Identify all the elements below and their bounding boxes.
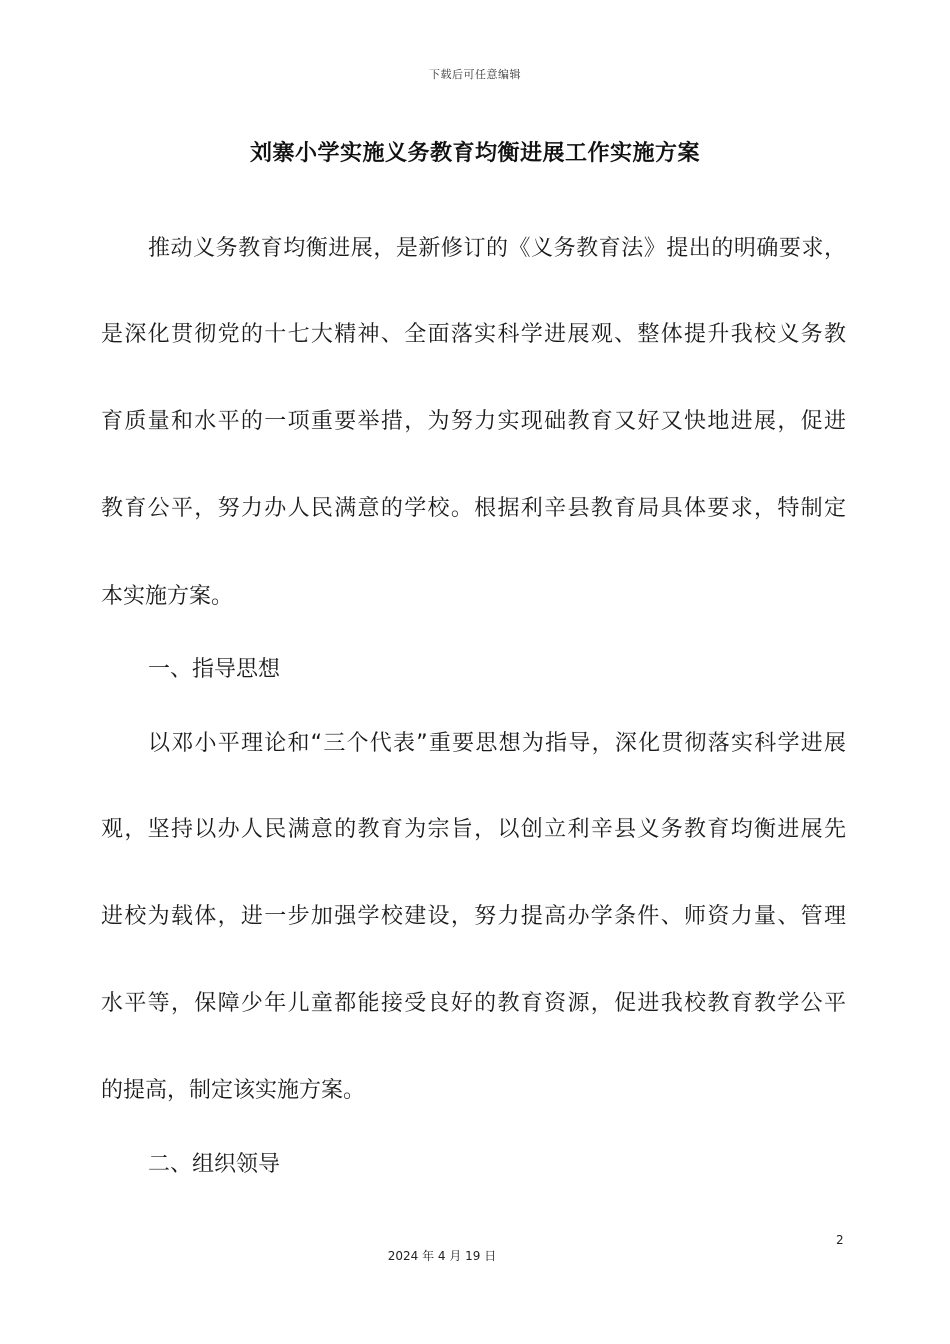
section-heading-guiding-ideology: 一、指导思想 — [148, 657, 281, 682]
paragraph-line: 观，坚持以办人民满意的教育为宗旨，以创立利辛县义务教育均衡进展先 — [101, 817, 846, 842]
header-note: 下载后可任意编辑 — [429, 68, 521, 81]
footer-date: 2024 年 4 月 19 日 — [387, 1249, 497, 1263]
paragraph-line: 以邓小平理论和“三个代表”重要思想为指导，深化贯彻落实科学进展 — [148, 731, 846, 756]
paragraph-line: 推动义务教育均衡进展，是新修订的《义务教育法》提出的明确要求， — [148, 236, 846, 261]
page-number: 2 — [836, 1233, 844, 1247]
paragraph-line: 是深化贯彻党的十七大精神、全面落实科学进展观、整体提升我校义务教 — [101, 322, 846, 347]
document-title: 刘寨小学实施义务教育均衡进展工作实施方案 — [249, 141, 700, 166]
paragraph-line: 育质量和水平的一项重要举措，为努力实现础教育又好又快地进展，促进 — [101, 409, 846, 434]
paragraph-line: 教育公平，努力办人民满意的学校。根据利辛县教育局具体要求，特制定 — [101, 496, 846, 521]
paragraph-line: 的提高，制定该实施方案。 — [101, 1078, 366, 1103]
paragraph-line: 水平等，保障少年儿童都能接受良好的教育资源，促进我校教育教学公平 — [101, 991, 846, 1016]
paragraph-line: 本实施方案。 — [101, 584, 234, 609]
paragraph-line: 进校为载体，进一步加强学校建设，努力提高办学条件、师资力量、管理 — [101, 904, 846, 929]
section-heading-organization: 二、组织领导 — [148, 1152, 281, 1177]
